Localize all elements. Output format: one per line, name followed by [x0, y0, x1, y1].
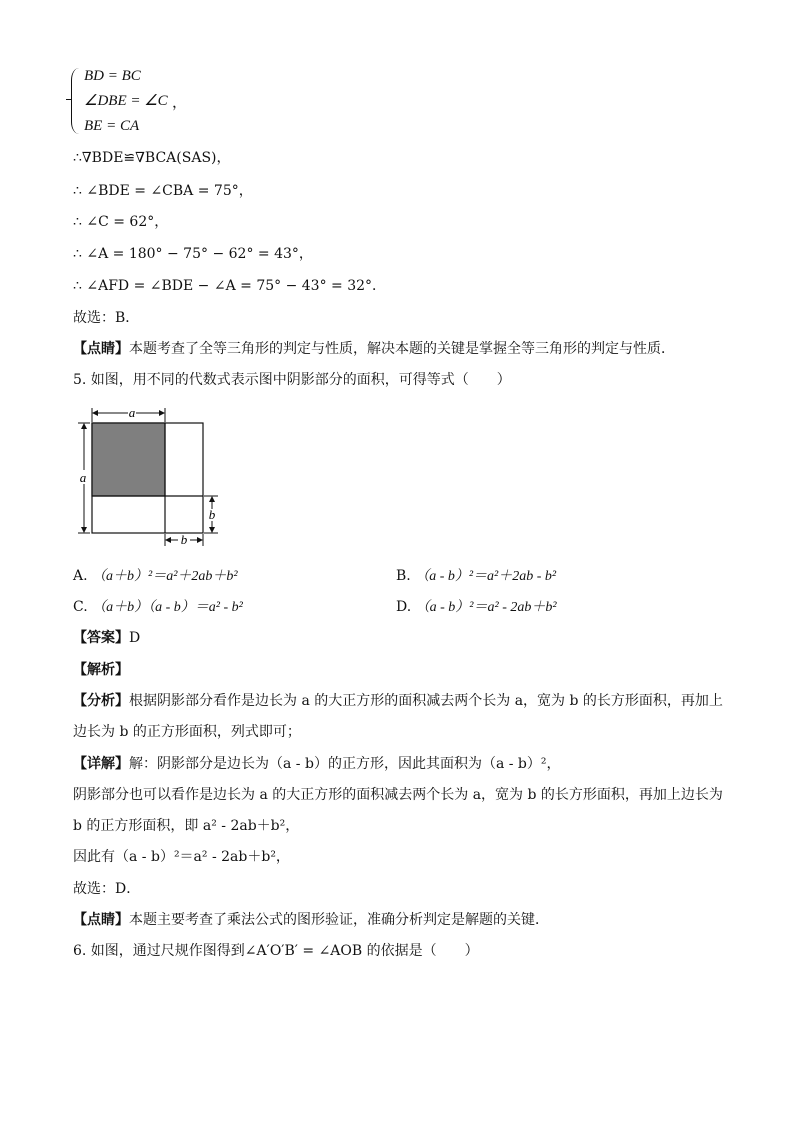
system-row-3: BE = CA: [84, 118, 140, 134]
proof-step-2: ∴ ∠BDE = ∠CBA = 75°，: [73, 183, 253, 199]
answer-value: D: [129, 630, 141, 646]
q5-comment-text: 本题主要考查了乘法公式的图形验证，准确分析判定是解题的关键．: [129, 912, 549, 928]
system-row-1: BD = BC: [84, 68, 141, 84]
fenxi-line-1: [73, 691, 723, 711]
proof-step-3: ∴ ∠C = 62°，: [73, 214, 169, 230]
xiangjie-line-3: b 的正方形面积，即 a² - 2ab＋b²，: [73, 818, 300, 834]
option-b[interactable]: [396, 566, 556, 587]
fenxi-tag: 【分析】: [73, 693, 129, 709]
option-d-text: （a - b）²＝a² - 2ab＋b²: [415, 600, 557, 615]
proof-step-5: ∴ ∠AFD = ∠BDE − ∠A = 75° − 43° = 32°．: [73, 278, 387, 294]
option-c-letter: C.: [73, 599, 88, 615]
shaded-square: [92, 423, 165, 496]
q5-choose: 故选：D．: [73, 881, 141, 897]
system-comma: ，: [172, 95, 188, 111]
q4-choose: 故选：B．: [73, 310, 140, 326]
xiangjie-tag: 【详解】: [73, 756, 129, 772]
option-a-text: （a＋b）²＝a²＋2ab＋b²: [92, 569, 238, 584]
option-b-text: （a - b）²＝a²＋2ab - b²: [415, 569, 557, 584]
label-right-b: b: [208, 507, 216, 522]
xiangjie-line-2: 阴影部分也可以看作是边长为 a 的大正方形的面积减去两个长为 a，宽为 b 的长方形面积，再加上边长为: [73, 787, 723, 803]
proof-step-4: ∴ ∠A = 180° − 75° − 62° = 43°，: [73, 246, 313, 262]
xiangjie-text-1: 解：阴影部分是边长为（a - b）的正方形，因此其面积为（a - b）²，: [129, 756, 561, 772]
q4-comment-text: 本题考查了全等三角形的判定与性质，解决本题的关键是掌握全等三角形的判定与性质．: [129, 341, 675, 357]
q4-comment-tag: 【点睛】: [73, 341, 129, 357]
q5-answer: [73, 628, 140, 648]
option-a-letter: A.: [73, 568, 88, 584]
label-top-a: a: [128, 405, 136, 420]
option-a[interactable]: [73, 566, 238, 587]
xiangjie-line-1: [73, 754, 561, 774]
q5-stem: 5. 如图，用不同的代数式表示图中阴影部分的面积，可得等式（ ）: [73, 372, 511, 388]
system-row-2: ∠DBE = ∠C: [84, 93, 168, 109]
option-d[interactable]: [396, 597, 557, 618]
q5-comment: [73, 910, 549, 930]
fenxi-text-1: 根据阴影部分看作是边长为 a 的大正方形的面积减去两个长为 a，宽为 b 的长方形面积，再加上: [129, 693, 723, 709]
q6-stem: 6. 如图，通过尺规作图得到∠A′O′B′ = ∠AOB 的依据是（ ）: [73, 943, 479, 959]
fenxi-line-2: 边长为 b 的正方形面积，列式即可；: [73, 724, 301, 740]
label-left-a: a: [79, 470, 87, 485]
system-brace: [71, 68, 82, 134]
option-d-letter: D.: [396, 599, 412, 615]
option-b-letter: B.: [396, 568, 411, 584]
option-c-text: （a＋b）（a - b）＝a² - b²: [92, 600, 243, 615]
xiangjie-line-4: 因此有（a - b）²＝a² - 2ab＋b²，: [73, 849, 290, 865]
option-c[interactable]: [73, 597, 243, 618]
q4-comment: [73, 339, 675, 359]
analysis-tag: 【解析】: [73, 662, 129, 678]
label-bottom-b: b: [180, 532, 188, 547]
answer-tag: 【答案】: [73, 630, 129, 646]
q5-comment-tag: 【点睛】: [73, 912, 129, 928]
proof-step-1: ∴∇BDE≌∇BCA(SAS)，: [73, 150, 231, 166]
q5-figure: [70, 400, 230, 550]
